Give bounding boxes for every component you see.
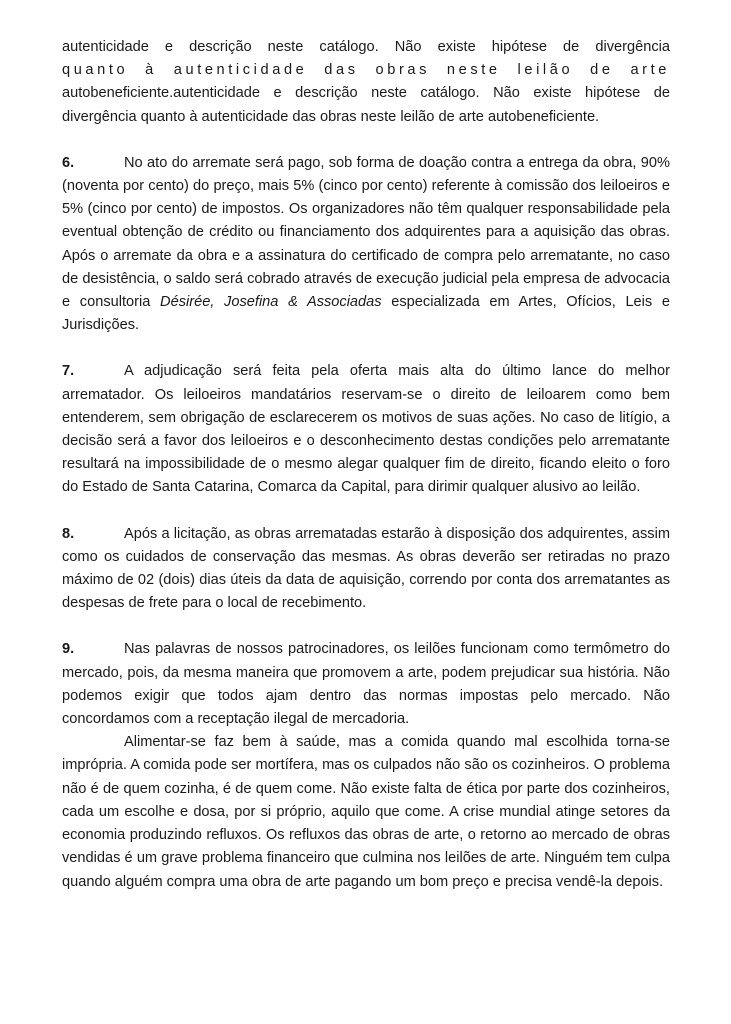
section-number: 8. <box>62 525 75 542</box>
intro-line-1: autenticidade e descrição neste catálogo. Não existe hipótese de divergência <box>62 39 670 55</box>
section-6 <box>62 152 670 338</box>
section-7 <box>62 360 670 499</box>
section-number: 9. <box>62 641 75 658</box>
intro-line-3: autobeneficiente.autenticidade e descrição neste catálogo. Não existe hipótese de divergência quanto à autenticidade das obras neste leilão de arte autobeneficiente. <box>62 85 670 125</box>
section-text: Após a licitação, as obras arrematadas estarão à disposição dos adquirentes, assim como os cuidados de conservação das mesmas. As obras deverão ser retiradas no prazo máximo de 02 (dois) dias úteis da data de aquisição, correndo por conta dos arrematantes as despesas de frete para o local de recebimento. <box>62 525 670 612</box>
section-text-end: especializada em Artes, Ofícios, Leis e Jurisdições. <box>62 294 671 334</box>
section-9 <box>62 638 670 731</box>
firm-name: Désirée, Josefina & Associadas <box>160 294 382 311</box>
section-9-continuation: Alimentar-se faz bem à saúde, mas a comida quando mal escolhida torna-se imprópria. A comida pode ser mortífera, mas os culpados não são os cozinheiros. O problema não é de quem cozinha, é de quem come. Não existe falta de ética por parte dos cozinheiros, cada um escolhe e dosa, por si próprio, aquilo que come. A crise mundial atinge setores da economia produzindo refluxos. Os refluxos das obras de arte, o retorno ao mercado de obras vendidas é um grave problema financeiro que culmina nos leilões de arte. Ninguém tem culpa quando alguém compra uma obra de arte pagando um bom preço e precisa vendê-la depois. <box>62 734 670 890</box>
section-8 <box>62 523 670 616</box>
section-text: A adjudicação será feita pela oferta mais alta do último lance do melhor arrematador. Os leiloeiros mandatários reservam-se o direito de leiloarem como bem entenderem, sem obrigação de esclarecerem os motivos de suas ações. No caso de litígio, a decisão será a favor dos leiloeiros e o desconhecimento destas condições pelo arrematante resultará na impossibilidade de o mesmo alegar qualquer fim de direito, ficando eleito o foro do Estado de Santa Catarina, Comarca da Capital, para dirimir qualquer alusivo ao leilão. <box>62 363 670 496</box>
section-text: No ato do arremate será pago, sob forma de doação contra a entrega da obra, 90% (noventa por cento) do preço, mais 5% (cinco por cento) referente à comissão dos leiloeiros e 5% (cinco por cento) de impostos. Os organizadores não têm qualquer responsabilidade pela eventual obtenção de crédito ou financiamento dos adquirentes para a aquisição das obras. Após o arremate da obra e a assinatura do certificado de compra pelo arrematante, no caso de desistência, o saldo será cobrado através de execução judicial pela empresa de advocacia e consultoria <box>62 154 670 311</box>
section-number: 7. <box>62 363 75 380</box>
intro-line-2: quanto à autenticidade das obras neste leilão de arte <box>62 62 670 79</box>
document-page <box>62 36 670 894</box>
section-text: Nas palavras de nossos patrocinadores, os leilões funcionam como termômetro do mercado, pois, da mesma maneira que promovem a arte, podem prejudicar sua história. Não podemos exigir que todos ajam dentro das normas impostas pelo mercado. Não concordamos com a receptação ilegal de mercadoria. <box>62 641 670 728</box>
section-number: 6. <box>62 154 75 171</box>
intro-paragraph <box>62 36 670 129</box>
